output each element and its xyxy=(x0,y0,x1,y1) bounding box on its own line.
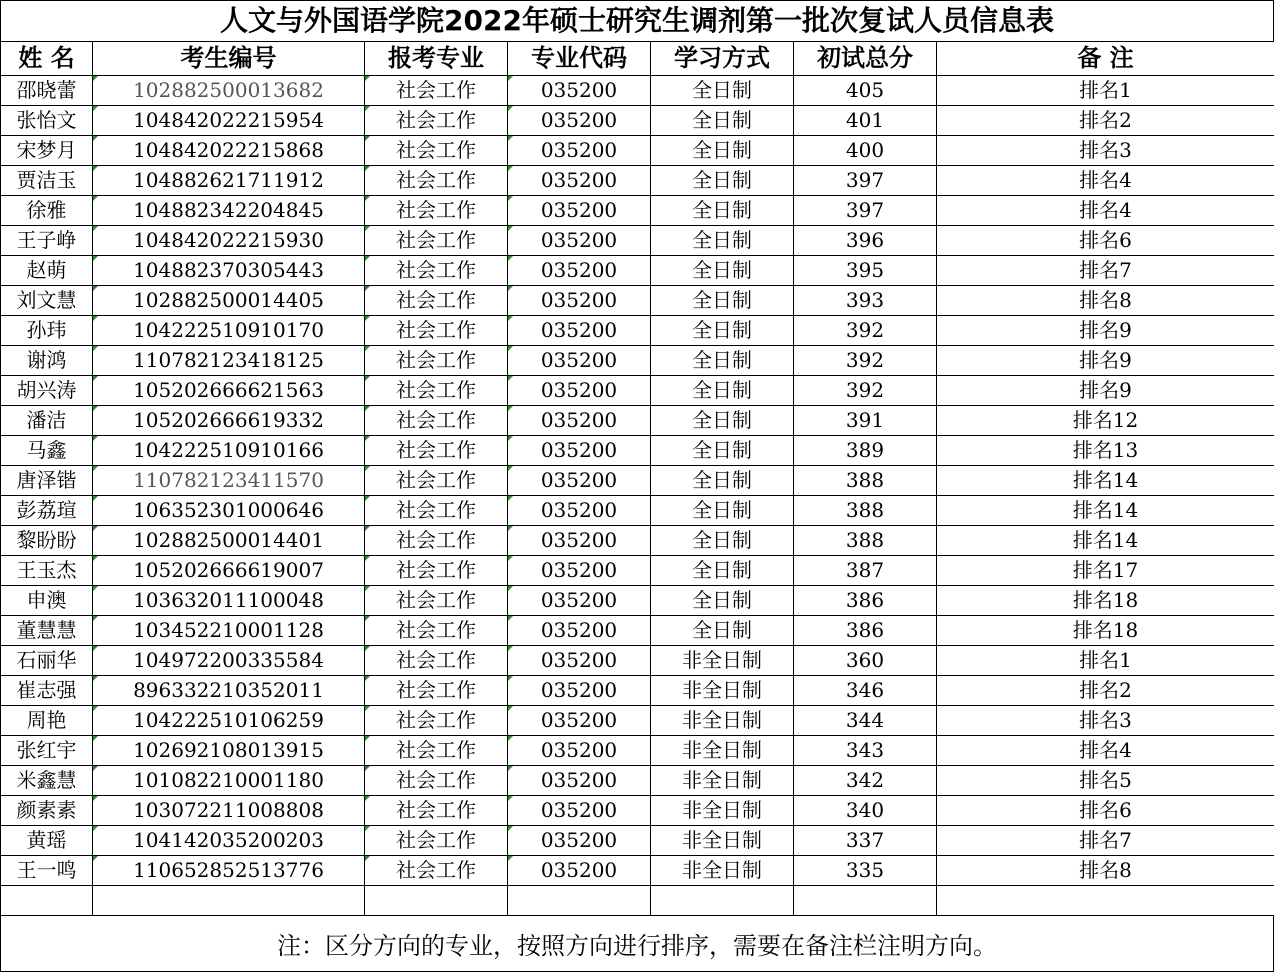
cell-name[interactable]: 张红宇 xyxy=(1,736,93,766)
cell-remarks[interactable]: 排名9 xyxy=(937,316,1274,346)
cell-major-code[interactable]: 035200 xyxy=(508,436,651,466)
cell-total-score[interactable]: 388 xyxy=(794,526,937,556)
cell-candidate-id[interactable]: 104972200335584 xyxy=(93,646,365,676)
cell-candidate-id[interactable]: 105202666619007 xyxy=(93,556,365,586)
cell-name[interactable]: 邵晓蕾 xyxy=(1,76,93,106)
cell-major-code[interactable]: 035200 xyxy=(508,496,651,526)
table-row xyxy=(1,466,1274,496)
col-header-major-code[interactable]: 专业代码 xyxy=(508,42,651,76)
cell-name[interactable]: 黎盼盼 xyxy=(1,526,93,556)
cell-name[interactable]: 刘文慧 xyxy=(1,286,93,316)
empty-cell[interactable] xyxy=(93,886,365,916)
cell-total-score[interactable]: 346 xyxy=(794,676,937,706)
cell-major[interactable]: 社会工作 xyxy=(365,256,508,286)
empty-cell[interactable] xyxy=(651,886,794,916)
cell-name[interactable]: 申澳 xyxy=(1,586,93,616)
table-row xyxy=(1,856,1274,886)
cell-candidate-id[interactable]: 104842022215954 xyxy=(93,106,365,136)
empty-cell[interactable] xyxy=(365,886,508,916)
cell-candidate-id[interactable]: 101082210001180 xyxy=(93,766,365,796)
cell-candidate-id[interactable]: 103072211008808 xyxy=(93,796,365,826)
cell-study-mode[interactable]: 全日制 xyxy=(651,226,794,256)
cell-candidate-id[interactable]: 106352301000646 xyxy=(93,496,365,526)
cell-remarks[interactable]: 排名14 xyxy=(937,526,1274,556)
cell-major-code[interactable]: 035200 xyxy=(508,616,651,646)
cell-total-score[interactable]: 397 xyxy=(794,196,937,226)
cell-study-mode[interactable]: 全日制 xyxy=(651,496,794,526)
cell-total-score[interactable]: 392 xyxy=(794,376,937,406)
cell-remarks[interactable]: 排名7 xyxy=(937,826,1274,856)
cell-remarks[interactable]: 排名13 xyxy=(937,436,1274,466)
cell-name[interactable]: 潘洁 xyxy=(1,406,93,436)
cell-name[interactable]: 董慧慧 xyxy=(1,616,93,646)
cell-remarks[interactable]: 排名9 xyxy=(937,346,1274,376)
cell-remarks[interactable]: 排名5 xyxy=(937,766,1274,796)
cell-remarks[interactable]: 排名9 xyxy=(937,376,1274,406)
cell-remarks[interactable]: 排名2 xyxy=(937,106,1274,136)
cell-name[interactable]: 马鑫 xyxy=(1,436,93,466)
cell-candidate-id[interactable]: 110782123411570 xyxy=(93,466,365,496)
empty-cell[interactable] xyxy=(508,886,651,916)
cell-total-score[interactable]: 387 xyxy=(794,556,937,586)
cell-major-code[interactable]: 035200 xyxy=(508,376,651,406)
cell-name[interactable]: 宋梦月 xyxy=(1,136,93,166)
cell-major[interactable]: 社会工作 xyxy=(365,286,508,316)
cell-remarks[interactable]: 排名12 xyxy=(937,406,1274,436)
cell-name[interactable]: 彭荔瑄 xyxy=(1,496,93,526)
cell-study-mode[interactable]: 非全日制 xyxy=(651,736,794,766)
cell-remarks[interactable]: 排名1 xyxy=(937,646,1274,676)
cell-name[interactable]: 唐泽锴 xyxy=(1,466,93,496)
cell-name[interactable]: 胡兴涛 xyxy=(1,376,93,406)
cell-major[interactable]: 社会工作 xyxy=(365,676,508,706)
cell-major[interactable]: 社会工作 xyxy=(365,616,508,646)
cell-major-code[interactable]: 035200 xyxy=(508,166,651,196)
cell-remarks[interactable]: 排名18 xyxy=(937,586,1274,616)
cell-candidate-id[interactable]: 104142035200203 xyxy=(93,826,365,856)
cell-major-code[interactable]: 035200 xyxy=(508,526,651,556)
cell-candidate-id[interactable]: 104882370305443 xyxy=(93,256,365,286)
cell-remarks[interactable]: 排名2 xyxy=(937,676,1274,706)
cell-major[interactable]: 社会工作 xyxy=(365,766,508,796)
cell-total-score[interactable]: 343 xyxy=(794,736,937,766)
cell-candidate-id[interactable]: 102882500014405 xyxy=(93,286,365,316)
cell-candidate-id[interactable]: 103632011100048 xyxy=(93,586,365,616)
cell-study-mode[interactable]: 全日制 xyxy=(651,256,794,286)
cell-total-score[interactable]: 386 xyxy=(794,586,937,616)
cell-name[interactable]: 崔志强 xyxy=(1,676,93,706)
cell-study-mode[interactable]: 全日制 xyxy=(651,616,794,646)
col-header-remarks[interactable]: 备 注 xyxy=(937,42,1274,76)
cell-candidate-id[interactable]: 104882342204845 xyxy=(93,196,365,226)
cell-study-mode[interactable]: 全日制 xyxy=(651,526,794,556)
empty-cell[interactable] xyxy=(794,886,937,916)
cell-remarks[interactable]: 排名3 xyxy=(937,706,1274,736)
cell-major-code[interactable]: 035200 xyxy=(508,736,651,766)
cell-major-code[interactable]: 035200 xyxy=(508,196,651,226)
cell-total-score[interactable]: 344 xyxy=(794,706,937,736)
cell-total-score[interactable]: 400 xyxy=(794,136,937,166)
cell-remarks[interactable]: 排名4 xyxy=(937,736,1274,766)
cell-candidate-id[interactable]: 110782123418125 xyxy=(93,346,365,376)
cell-remarks[interactable]: 排名17 xyxy=(937,556,1274,586)
cell-total-score[interactable]: 397 xyxy=(794,166,937,196)
cell-candidate-id[interactable]: 110652852513776 xyxy=(93,856,365,886)
cell-major[interactable]: 社会工作 xyxy=(365,856,508,886)
cell-major-code[interactable]: 035200 xyxy=(508,796,651,826)
cell-major[interactable]: 社会工作 xyxy=(365,316,508,346)
cell-major-code[interactable]: 035200 xyxy=(508,406,651,436)
table-row xyxy=(1,616,1274,646)
table-row xyxy=(1,76,1274,106)
empty-row xyxy=(1,886,1274,916)
table-row xyxy=(1,706,1274,736)
cell-major[interactable]: 社会工作 xyxy=(365,346,508,376)
empty-cell[interactable] xyxy=(937,886,1274,916)
table-row xyxy=(1,796,1274,826)
cell-total-score[interactable]: 386 xyxy=(794,616,937,646)
cell-major[interactable]: 社会工作 xyxy=(365,166,508,196)
cell-major-code[interactable]: 035200 xyxy=(508,136,651,166)
cell-major[interactable]: 社会工作 xyxy=(365,226,508,256)
cell-name[interactable]: 颜素素 xyxy=(1,796,93,826)
cell-major[interactable]: 社会工作 xyxy=(365,136,508,166)
table-row xyxy=(1,586,1274,616)
cell-major-code[interactable]: 035200 xyxy=(508,586,651,616)
table-row xyxy=(1,556,1274,586)
cell-major-code[interactable]: 035200 xyxy=(508,766,651,796)
cell-study-mode[interactable]: 非全日制 xyxy=(651,706,794,736)
cell-total-score[interactable]: 388 xyxy=(794,466,937,496)
table-row xyxy=(1,526,1274,556)
sheet-title: 人文与外国语学院2022年硕士研究生调剂第一批次复试人员信息表 xyxy=(0,0,1274,41)
cell-candidate-id[interactable]: 104222510106259 xyxy=(93,706,365,736)
table-row xyxy=(1,736,1274,766)
cell-major-code[interactable]: 035200 xyxy=(508,316,651,346)
cell-candidate-id[interactable]: 105202666621563 xyxy=(93,376,365,406)
cell-major-code[interactable]: 035200 xyxy=(508,646,651,676)
cell-study-mode[interactable]: 非全日制 xyxy=(651,856,794,886)
cell-total-score[interactable]: 335 xyxy=(794,856,937,886)
cell-candidate-id[interactable]: 104222510910166 xyxy=(93,436,365,466)
cell-study-mode[interactable]: 全日制 xyxy=(651,586,794,616)
cell-major-code[interactable]: 035200 xyxy=(508,676,651,706)
table-row xyxy=(1,346,1274,376)
cell-study-mode[interactable]: 全日制 xyxy=(651,376,794,406)
table-row xyxy=(1,286,1274,316)
footer-note: 注：区分方向的专业，按照方向进行排序，需要在备注栏注明方向。 xyxy=(0,915,1274,972)
cell-total-score[interactable]: 340 xyxy=(794,796,937,826)
cell-major-code[interactable]: 035200 xyxy=(508,856,651,886)
table-row xyxy=(1,376,1274,406)
cell-major[interactable]: 社会工作 xyxy=(365,526,508,556)
table-row xyxy=(1,256,1274,286)
cell-total-score[interactable]: 391 xyxy=(794,406,937,436)
cell-major-code[interactable]: 035200 xyxy=(508,76,651,106)
cell-name[interactable]: 周艳 xyxy=(1,706,93,736)
cell-total-score[interactable]: 342 xyxy=(794,766,937,796)
cell-remarks[interactable]: 排名8 xyxy=(937,856,1274,886)
cell-study-mode[interactable]: 全日制 xyxy=(651,466,794,496)
cell-major-code[interactable]: 035200 xyxy=(508,466,651,496)
cell-remarks[interactable]: 排名14 xyxy=(937,466,1274,496)
col-header-name[interactable]: 姓 名 xyxy=(1,42,93,76)
table-row xyxy=(1,196,1274,226)
cell-total-score[interactable]: 392 xyxy=(794,316,937,346)
cell-remarks[interactable]: 排名14 xyxy=(937,496,1274,526)
cell-major[interactable]: 社会工作 xyxy=(365,376,508,406)
cell-candidate-id[interactable]: 104842022215868 xyxy=(93,136,365,166)
cell-name[interactable]: 徐雅 xyxy=(1,196,93,226)
cell-major-code[interactable]: 035200 xyxy=(508,346,651,376)
cell-candidate-id[interactable]: 104882621711912 xyxy=(93,166,365,196)
cell-study-mode[interactable]: 全日制 xyxy=(651,166,794,196)
table-row xyxy=(1,406,1274,436)
col-header-major[interactable]: 报考专业 xyxy=(365,42,508,76)
cell-name[interactable]: 王子峥 xyxy=(1,226,93,256)
table-row xyxy=(1,766,1274,796)
cell-candidate-id[interactable]: 102882500013682 xyxy=(93,76,365,106)
cell-study-mode[interactable]: 全日制 xyxy=(651,556,794,586)
cell-study-mode[interactable]: 非全日制 xyxy=(651,796,794,826)
table-row xyxy=(1,136,1274,166)
cell-study-mode[interactable]: 全日制 xyxy=(651,436,794,466)
cell-major[interactable]: 社会工作 xyxy=(365,706,508,736)
cell-name[interactable]: 贾洁玉 xyxy=(1,166,93,196)
cell-remarks[interactable]: 排名4 xyxy=(937,196,1274,226)
cell-remarks[interactable]: 排名7 xyxy=(937,256,1274,286)
cell-name[interactable]: 赵萌 xyxy=(1,256,93,286)
cell-major-code[interactable]: 035200 xyxy=(508,106,651,136)
col-header-total-score[interactable]: 初试总分 xyxy=(794,42,937,76)
candidate-table xyxy=(0,41,1274,916)
cell-study-mode[interactable]: 非全日制 xyxy=(651,766,794,796)
cell-total-score[interactable]: 389 xyxy=(794,436,937,466)
cell-total-score[interactable]: 337 xyxy=(794,826,937,856)
cell-total-score[interactable]: 392 xyxy=(794,346,937,376)
cell-total-score[interactable]: 360 xyxy=(794,646,937,676)
cell-major[interactable]: 社会工作 xyxy=(365,436,508,466)
cell-remarks[interactable]: 排名1 xyxy=(937,76,1274,106)
cell-study-mode[interactable]: 全日制 xyxy=(651,136,794,166)
cell-total-score[interactable]: 388 xyxy=(794,496,937,526)
cell-name[interactable]: 王一鸣 xyxy=(1,856,93,886)
table-row xyxy=(1,106,1274,136)
table-row xyxy=(1,496,1274,526)
cell-major[interactable]: 社会工作 xyxy=(365,496,508,526)
cell-major[interactable]: 社会工作 xyxy=(365,76,508,106)
cell-candidate-id[interactable]: 104842022215930 xyxy=(93,226,365,256)
cell-major-code[interactable]: 035200 xyxy=(508,226,651,256)
cell-candidate-id[interactable]: 896332210352011 xyxy=(93,676,365,706)
cell-candidate-id[interactable]: 105202666619332 xyxy=(93,406,365,436)
cell-major-code[interactable]: 035200 xyxy=(508,556,651,586)
cell-major[interactable]: 社会工作 xyxy=(365,556,508,586)
cell-name[interactable]: 王玉杰 xyxy=(1,556,93,586)
cell-major-code[interactable]: 035200 xyxy=(508,286,651,316)
cell-name[interactable]: 孙玮 xyxy=(1,316,93,346)
cell-total-score[interactable]: 405 xyxy=(794,76,937,106)
table-row xyxy=(1,436,1274,466)
cell-total-score[interactable]: 396 xyxy=(794,226,937,256)
cell-study-mode[interactable]: 全日制 xyxy=(651,316,794,346)
table-row xyxy=(1,646,1274,676)
cell-remarks[interactable]: 排名3 xyxy=(937,136,1274,166)
cell-major[interactable]: 社会工作 xyxy=(365,106,508,136)
cell-candidate-id[interactable]: 104222510910170 xyxy=(93,316,365,346)
cell-study-mode[interactable]: 非全日制 xyxy=(651,676,794,706)
cell-remarks[interactable]: 排名8 xyxy=(937,286,1274,316)
cell-study-mode[interactable]: 非全日制 xyxy=(651,826,794,856)
cell-major[interactable]: 社会工作 xyxy=(365,586,508,616)
cell-candidate-id[interactable]: 103452210001128 xyxy=(93,616,365,646)
cell-remarks[interactable]: 排名18 xyxy=(937,616,1274,646)
cell-name[interactable]: 张怡文 xyxy=(1,106,93,136)
cell-major-code[interactable]: 035200 xyxy=(508,256,651,286)
table-row xyxy=(1,166,1274,196)
cell-major[interactable]: 社会工作 xyxy=(365,736,508,766)
cell-study-mode[interactable]: 全日制 xyxy=(651,106,794,136)
cell-name[interactable]: 谢鸿 xyxy=(1,346,93,376)
cell-major[interactable]: 社会工作 xyxy=(365,826,508,856)
cell-name[interactable]: 黄瑶 xyxy=(1,826,93,856)
cell-study-mode[interactable]: 全日制 xyxy=(651,406,794,436)
cell-total-score[interactable]: 393 xyxy=(794,286,937,316)
cell-name[interactable]: 石丽华 xyxy=(1,646,93,676)
cell-study-mode[interactable]: 非全日制 xyxy=(651,646,794,676)
cell-study-mode[interactable]: 全日制 xyxy=(651,286,794,316)
cell-major-code[interactable]: 035200 xyxy=(508,826,651,856)
cell-major[interactable]: 社会工作 xyxy=(365,796,508,826)
cell-remarks[interactable]: 排名6 xyxy=(937,796,1274,826)
empty-cell[interactable] xyxy=(1,886,93,916)
cell-name[interactable]: 米鑫慧 xyxy=(1,766,93,796)
table-body xyxy=(1,76,1274,916)
cell-major[interactable]: 社会工作 xyxy=(365,196,508,226)
cell-major[interactable]: 社会工作 xyxy=(365,406,508,436)
cell-major-code[interactable]: 035200 xyxy=(508,706,651,736)
cell-study-mode[interactable]: 全日制 xyxy=(651,76,794,106)
cell-remarks[interactable]: 排名4 xyxy=(937,166,1274,196)
cell-study-mode[interactable]: 全日制 xyxy=(651,196,794,226)
table-row xyxy=(1,826,1274,856)
col-header-candidate-id[interactable]: 考生编号 xyxy=(93,42,365,76)
cell-major[interactable]: 社会工作 xyxy=(365,646,508,676)
cell-candidate-id[interactable]: 102692108013915 xyxy=(93,736,365,766)
cell-remarks[interactable]: 排名6 xyxy=(937,226,1274,256)
cell-total-score[interactable]: 395 xyxy=(794,256,937,286)
header-row xyxy=(1,42,1274,76)
table-row xyxy=(1,316,1274,346)
table-row xyxy=(1,226,1274,256)
cell-candidate-id[interactable]: 102882500014401 xyxy=(93,526,365,556)
cell-study-mode[interactable]: 全日制 xyxy=(651,346,794,376)
cell-major[interactable]: 社会工作 xyxy=(365,466,508,496)
cell-total-score[interactable]: 401 xyxy=(794,106,937,136)
table-row xyxy=(1,676,1274,706)
col-header-study-mode[interactable]: 学习方式 xyxy=(651,42,794,76)
